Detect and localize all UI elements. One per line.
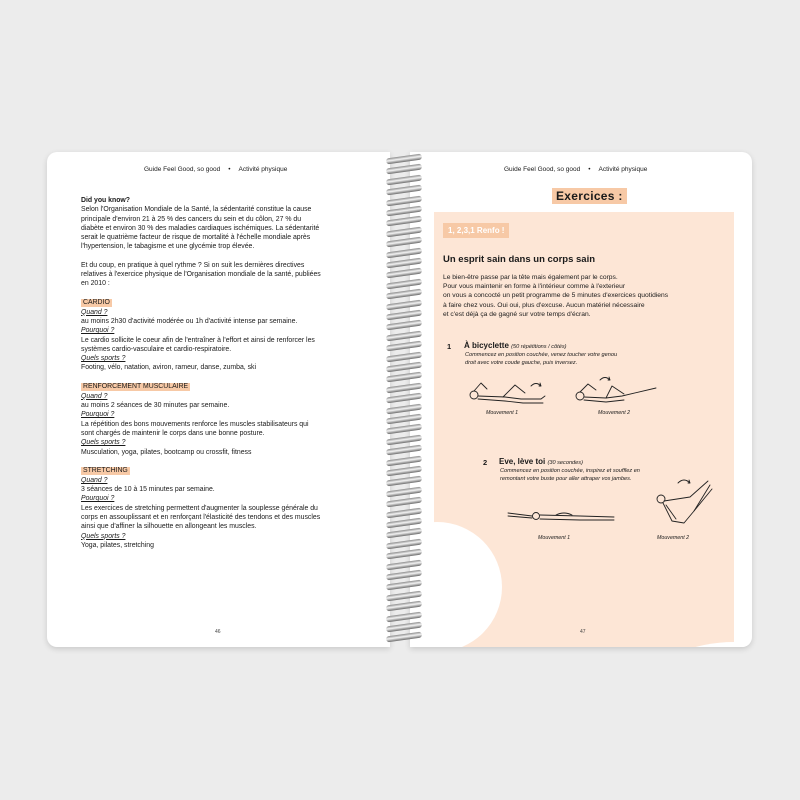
cardio-heading: CARDIO (83, 298, 110, 306)
why-label: Pourquoi ? (81, 327, 115, 335)
description-line: remontant votre buste pour aller attraper vos jambes. (500, 475, 632, 482)
rhythm-line: Et du coup, en pratique à quel rythme ? Si on suit les dernières directives (81, 261, 305, 269)
sports-text: Footing, vélo, natation, aviron, rameur, danse, zumba, ski (81, 364, 257, 372)
intro-line: on vous a concocté un petit programme de 5 minutes d'exercices quotidiens (443, 292, 669, 300)
did-you-know-line: diabète et environ 30 % des maladies cardiaques ischémiques. La sédentarité (81, 224, 320, 232)
eve-movement-2-illustration (650, 475, 715, 530)
spiral-coil (384, 311, 426, 320)
spiral-coil (384, 384, 426, 393)
spiral-binding (384, 155, 426, 645)
spiral-coil (384, 165, 426, 174)
spiral-coil (384, 446, 426, 455)
spiral-coil (384, 529, 426, 538)
when-label: Quand ? (81, 308, 108, 316)
movement-label: Mouvement 1 (538, 535, 571, 541)
left-page (47, 152, 390, 647)
section-title: Activité physique (238, 166, 288, 173)
why-line: ainsi que d'affiner la silhouette en allongeant les muscles. (81, 523, 257, 531)
description-line: Commencez en position couchée, inspirez et soufflez en (500, 468, 640, 474)
page-number: 46 (215, 629, 221, 635)
spiral-coil (384, 602, 426, 611)
renforcement-heading: RENFORCEMENT MUSCULAIRE (83, 382, 189, 390)
section-title: Activité physique (598, 166, 648, 173)
spiral-coil (384, 269, 426, 278)
exercise-number: 2 (483, 458, 488, 467)
intro-line: Pour vous maintenir en forme à l'intérieur comme à l'exterieur (443, 283, 626, 291)
why-line: systèmes cardio-vasculaire et cardio-respiratoire. (81, 345, 232, 353)
spiral-coil (384, 353, 426, 362)
spiral-coil (384, 342, 426, 351)
spiral-coil (384, 249, 426, 258)
right-page (410, 152, 752, 647)
bicycle-movement-1-illustration (465, 377, 550, 407)
spiral-coil (384, 238, 426, 247)
rhythm-line: en 2010 : (81, 280, 110, 288)
sports-label: Quels sports ? (81, 439, 126, 447)
exercise-reps: (50 répétitions / côtés) (511, 344, 567, 350)
why-line: sont chargés de maintenir le corps dans une bonne posture. (81, 429, 265, 437)
exercise-name (499, 457, 583, 466)
did-you-know-line: l'hypertension, le tabagisme et une glycémie trop élevée. (81, 243, 255, 251)
did-you-know-line: serait le quatrième facteur de risque de mortalité à l'échelle mondiale après (81, 234, 311, 242)
why-label: Pourquoi ? (81, 495, 115, 503)
movement-label: Mouvement 2 (598, 410, 631, 416)
spiral-coil (384, 321, 426, 330)
stretching-heading: STRETCHING (83, 466, 128, 474)
spiral-coil (384, 488, 426, 497)
left-column (81, 196, 357, 550)
exercise-description (500, 468, 640, 483)
spiral-coil (384, 571, 426, 580)
why-line: corps en assouplissant et en renforçant l'élasticité des tendons et des muscles (81, 514, 321, 522)
exercises-title: Exercices : (552, 188, 627, 204)
exercise-reps: (30 secondes) (547, 460, 583, 466)
spiral-coil (384, 373, 426, 382)
spiral-coil (384, 415, 426, 424)
spiral-coil (384, 425, 426, 434)
sports-text: Musculation, yoga, pilates, bootcamp ou crossfit, fitness (81, 448, 252, 456)
why-label: Pourquoi ? (81, 411, 115, 419)
header-separator: • (228, 166, 231, 173)
spiral-coil (384, 217, 426, 226)
exercise-number: 1 (447, 342, 452, 351)
spiral-coil (384, 477, 426, 486)
bicycle-movement-2-illustration (570, 374, 665, 409)
exercise-title: Eve, lève toi (499, 457, 546, 466)
exercise-description (465, 352, 617, 367)
spiral-coil (384, 633, 426, 642)
sports-label: Quels sports ? (81, 532, 126, 540)
intro-text (443, 273, 733, 319)
spiral-coil (384, 436, 426, 445)
spiral-coil (384, 332, 426, 341)
page-header (144, 166, 287, 173)
spiral-coil (384, 280, 426, 289)
movement-label: Mouvement 2 (657, 535, 690, 541)
did-you-know-line: principale d'environ 21 à 25 % des cancers du sein et du côlon, 27 % du (81, 215, 302, 223)
spiral-coil (384, 613, 426, 622)
page-header (504, 166, 647, 173)
spiral-coil (384, 155, 426, 164)
spiral-coil (384, 509, 426, 518)
exercise-name (464, 341, 566, 350)
rhythm-line: relatives à l'exercice physique de l'Organisation mondiale de la santé, publiées (81, 271, 321, 279)
spiral-coil (384, 290, 426, 299)
movement-label: Mouvement 1 (486, 410, 519, 416)
spiral-coil (384, 176, 426, 185)
did-you-know-title: Did you know? (81, 197, 130, 204)
spiral-coil (384, 467, 426, 476)
when-label: Quand ? (81, 476, 108, 484)
spiral-coil (384, 186, 426, 195)
why-line: Le cardio sollicite le coeur afin de l'entraîner à l'effort et ainsi de renforcer les (81, 336, 315, 344)
when-text: 3 séances de 10 à 15 minutes par semaine. (81, 486, 215, 494)
description-line: Commencez en position couchée, venez toucher votre genou (465, 352, 618, 358)
program-badge: 1, 2,3,1 Renfo ! (443, 223, 509, 238)
when-text: au moins 2 séances de 30 minutes par semaine. (81, 402, 230, 410)
spiral-coil (384, 363, 426, 372)
when-label: Quand ? (81, 392, 108, 400)
spiral-coil (384, 207, 426, 216)
spiral-coil (384, 540, 426, 549)
spiral-coil (384, 519, 426, 528)
spiral-coil (384, 550, 426, 559)
spiral-coil (384, 581, 426, 590)
spiral-coil (384, 561, 426, 570)
did-you-know-line: Selon l'Organisation Mondiale de la Santé, la sédentarité constitue la cause (81, 206, 312, 214)
spiral-coil (384, 228, 426, 237)
when-text: au moins 2h30 d'activité modérée ou 1h d'activité intense par semaine. (81, 317, 298, 325)
why-line: La répétition des bons mouvements renforce les muscles stabilisateurs qui (81, 420, 309, 428)
description-line: droit avec votre coude gauche, puis inversez. (465, 359, 578, 366)
spiral-coil (384, 498, 426, 507)
guide-title: Guide Feel Good, so good (504, 166, 581, 173)
spiral-coil (384, 592, 426, 601)
guide-title: Guide Feel Good, so good (144, 166, 221, 173)
spiral-coil (384, 259, 426, 268)
intro-line: à faire chez vous. Oui oui, plus d'excuse. Aucun matériel nécessaire (443, 301, 645, 309)
subtitle: Un esprit sain dans un corps sain (443, 254, 596, 265)
decorative-blob (584, 642, 752, 647)
why-line: Les exercices de stretching permettent d'augmenter la souplesse générale du (81, 504, 318, 512)
intro-line: et c'est déjà ça de gagné sur votre temps d'écran. (443, 310, 591, 318)
page-number: 47 (580, 629, 586, 635)
spiral-coil (384, 197, 426, 206)
sports-label: Quels sports ? (81, 355, 126, 363)
spiral-coil (384, 301, 426, 310)
spiral-coil (384, 623, 426, 632)
exercise-title: À bicyclette (464, 341, 509, 350)
header-separator: • (588, 166, 591, 173)
spiral-coil (384, 457, 426, 466)
spiral-coil (384, 405, 426, 414)
sports-text: Yoga, pilates, stretching (81, 541, 154, 549)
intro-line: Le bien-être passe par la tête mais également par le corps. (443, 274, 618, 281)
spiral-coil (384, 394, 426, 403)
eve-movement-1-illustration (498, 507, 618, 527)
